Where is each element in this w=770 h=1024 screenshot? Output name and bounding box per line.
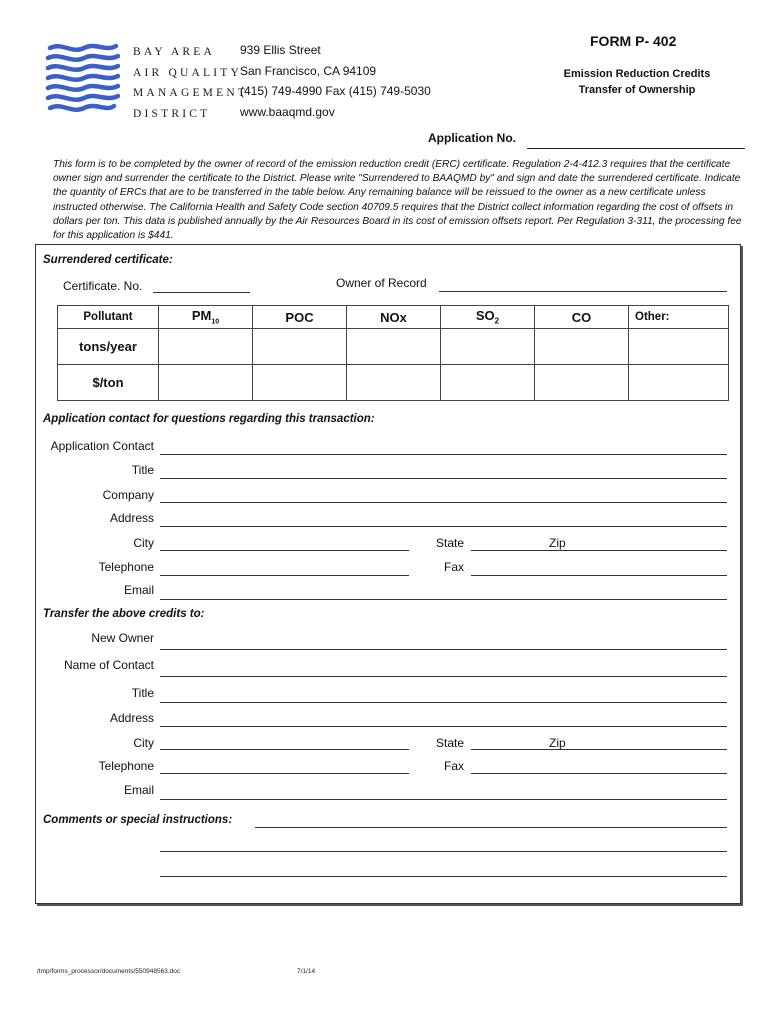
contact-address-field[interactable] xyxy=(160,526,727,527)
col-pm10 xyxy=(159,306,253,329)
contact-city-label: City xyxy=(133,536,154,550)
transfer-state-label: State xyxy=(436,736,465,750)
col-pm10-sub: 10 xyxy=(211,318,220,326)
row-dollar-ton-label: $/ton xyxy=(58,365,159,401)
col-so2-sub: 2 xyxy=(494,316,500,326)
contact-state-zip-field[interactable] xyxy=(471,550,727,551)
contact-fax-label: Fax xyxy=(444,560,465,574)
contact-state-label: State xyxy=(436,536,465,550)
tons-co-cell[interactable] xyxy=(535,329,629,365)
name-of-contact-field[interactable] xyxy=(160,676,727,677)
cost-so2-cell[interactable] xyxy=(441,365,535,401)
application-no-field[interactable] xyxy=(527,148,745,149)
contact-heading: Application contact for questions regarding this transaction: xyxy=(43,413,375,425)
agency-name xyxy=(133,42,248,124)
company-label: Company xyxy=(102,488,154,502)
contact-email-label: Email xyxy=(123,583,154,597)
intro-text: This form is to be completed by the owner of record of the emission reduction credit (ERC) certificate. Regulation 2-4-412.3 requires that the certificate owner sign and surrender the certificate to the District. Please write "Surrendered to BAAQMD by" and sign and date the surrendered certificate. Indicate the quantity of ERCs that are to be transferred in the table below. Any remaining balance will be reissued to the owner as a new certificate unless instructed otherwise. The California Health and Safety Code section 40709.5 requires that the District collect information regarding the cost of offsets in dollars per ton. This data is published annually by the Air Resources Board in its cost of emission offsets report. Per Regulation 3-311, the processing fee for this application is $441. xyxy=(53,159,742,242)
certificate-no-label: Certificate. No. xyxy=(63,279,143,293)
contact-title-label: Title xyxy=(131,463,154,477)
transfer-telephone-field[interactable] xyxy=(160,773,409,774)
transfer-title-field[interactable] xyxy=(160,702,727,703)
new-owner-field[interactable] xyxy=(160,649,727,650)
contact-title-field[interactable] xyxy=(160,478,727,479)
website-link[interactable]: www.baaqmd.gov xyxy=(240,104,335,119)
transfer-email-field[interactable] xyxy=(160,799,727,800)
cost-nox-cell[interactable] xyxy=(347,365,441,401)
contact-city-field[interactable] xyxy=(160,550,409,551)
tons-so2-cell[interactable] xyxy=(441,329,535,365)
col-pm10-main: PM xyxy=(191,308,212,324)
agency-line-2: AIR QUALITY xyxy=(133,66,242,79)
comments-line-1[interactable] xyxy=(255,827,727,828)
transfer-title-label: Title xyxy=(131,686,154,700)
agency-line-4: DISTRICT xyxy=(133,107,211,120)
col-so2-main: SO xyxy=(475,308,495,324)
comments-heading: Comments or special instructions: xyxy=(43,814,233,826)
col-so2 xyxy=(441,306,535,329)
transfer-fax-field[interactable] xyxy=(471,773,727,774)
cost-co-cell[interactable] xyxy=(535,365,629,401)
phone-fax: (415) 749-4990 Fax (415) 749-5030 xyxy=(240,84,431,98)
certificate-no-field[interactable] xyxy=(153,292,250,293)
transfer-zip-label: Zip xyxy=(549,736,566,750)
transfer-state-zip-field[interactable] xyxy=(471,749,727,750)
contact-telephone-label: Telephone xyxy=(98,560,154,574)
cost-poc-cell[interactable] xyxy=(253,365,347,401)
form-subtitle-1: Emission Reduction Credits xyxy=(563,68,711,80)
col-other: Other: xyxy=(629,306,729,329)
contact-fax-field[interactable] xyxy=(471,575,727,576)
transfer-email-label: Email xyxy=(123,783,154,797)
comments-line-3[interactable] xyxy=(160,876,727,877)
company-field[interactable] xyxy=(160,502,727,503)
row-tons-year-label: tons/year xyxy=(58,329,159,365)
transfer-telephone-label: Telephone xyxy=(98,759,154,773)
district-logo-icon xyxy=(44,40,120,122)
footer-date: 7/1/14 xyxy=(297,968,316,975)
application-no-label: Application No. xyxy=(428,131,516,145)
contact-email-field[interactable] xyxy=(160,599,727,600)
contact-telephone-field[interactable] xyxy=(160,575,409,576)
owner-of-record-label: Owner of Record xyxy=(336,276,427,290)
col-nox: NOx xyxy=(347,306,441,329)
agency-line-3: MANAGEMENT xyxy=(133,87,249,99)
street: 939 Ellis Street xyxy=(240,43,321,57)
col-co: CO xyxy=(535,306,629,329)
name-of-contact-label: Name of Contact xyxy=(63,658,154,672)
erc-table xyxy=(57,305,729,401)
tons-nox-cell[interactable] xyxy=(347,329,441,365)
cost-pm10-cell[interactable] xyxy=(159,365,253,401)
tons-other-cell[interactable] xyxy=(629,329,729,365)
transfer-address-label: Address xyxy=(109,711,154,725)
contact-address-label: Address xyxy=(109,511,154,525)
form-subtitle-2: Transfer of Ownership xyxy=(578,84,696,96)
new-owner-label: New Owner xyxy=(91,631,154,645)
surrendered-heading: Surrendered certificate: xyxy=(43,254,173,266)
pollutant-header: Pollutant xyxy=(58,306,159,329)
owner-of-record-field[interactable] xyxy=(439,291,727,292)
city-state-zip: San Francisco, CA 94109 xyxy=(240,63,377,78)
district-address xyxy=(240,40,431,122)
transfer-city-field[interactable] xyxy=(160,749,409,750)
form-number: FORM P- 402 xyxy=(590,33,677,49)
col-poc: POC xyxy=(253,306,347,329)
application-contact-label: Application Contact xyxy=(50,439,154,453)
agency-line-1: BAY AREA xyxy=(133,46,215,58)
tons-poc-cell[interactable] xyxy=(253,329,347,365)
tons-pm10-cell[interactable] xyxy=(159,329,253,365)
comments-line-2[interactable] xyxy=(160,851,727,852)
contact-zip-label: Zip xyxy=(549,536,566,550)
application-contact-field[interactable] xyxy=(160,454,727,455)
cost-other-cell[interactable] xyxy=(629,365,729,401)
transfer-heading: Transfer the above credits to: xyxy=(43,608,205,620)
form-subtitle xyxy=(548,66,726,98)
transfer-fax-label: Fax xyxy=(444,759,465,773)
footer-path: /tmp/forms_processor/documents/550948563.doc xyxy=(37,968,181,975)
transfer-city-label: City xyxy=(133,736,154,750)
transfer-address-field[interactable] xyxy=(160,726,727,727)
